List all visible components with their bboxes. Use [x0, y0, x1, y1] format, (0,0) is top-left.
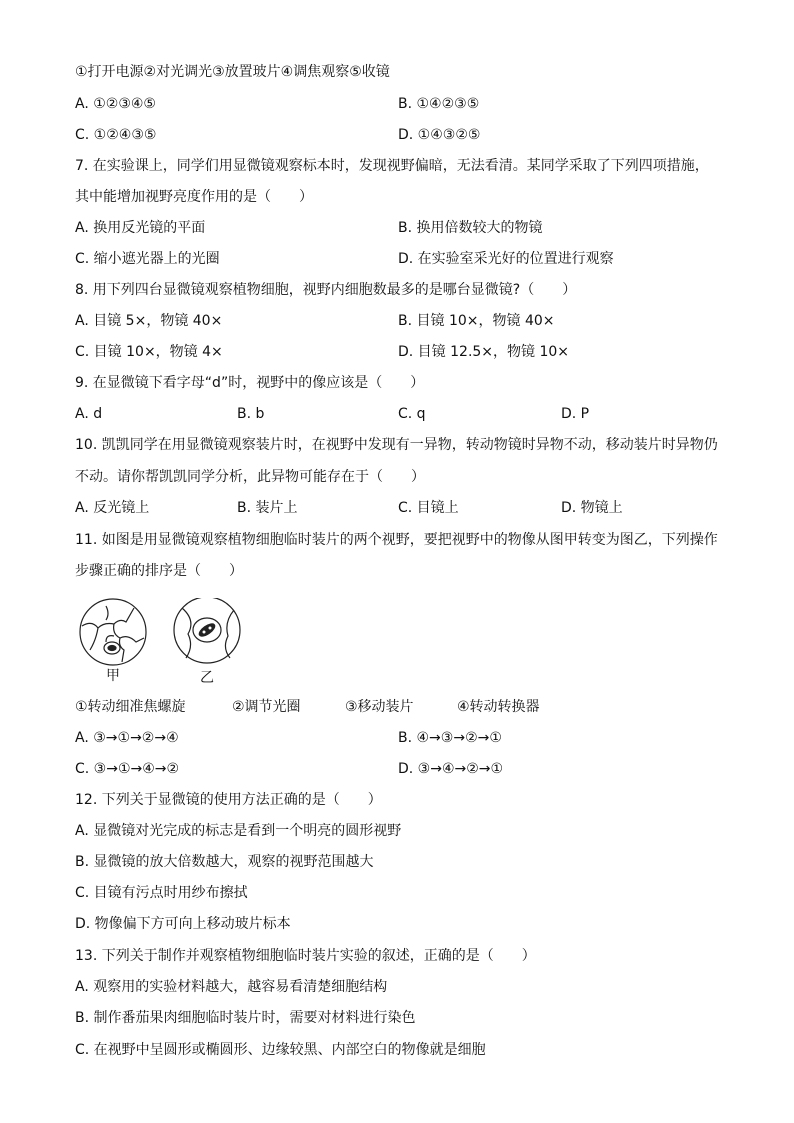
- q9-option-d: D. P: [561, 406, 590, 422]
- q10-stem-line2: 不动。请你帮凯凯同学分析，此异物可能存在于（ ）: [75, 469, 425, 485]
- q10-option-c: C. 目镜上: [398, 500, 459, 516]
- q11-option-a: A. ③→①→②→④: [75, 730, 179, 746]
- q12-stem: 12. 下列关于显微镜的使用方法正确的是（ ）: [75, 792, 382, 808]
- q13-option-a: A. 观察用的实验材料越大，越容易看清楚细胞结构: [75, 979, 388, 995]
- q6-option-d: D. ①④③②⑤: [398, 127, 481, 143]
- q8-option-a: A. 目镜 5×，物镜 40×: [75, 313, 223, 329]
- q9-option-b: B. b: [237, 406, 265, 422]
- q11-step-4: ④转动转换器: [457, 699, 540, 715]
- q12-option-b: B. 显微镜的放大倍数越大，观察的视野范围越大: [75, 854, 374, 870]
- figure-label-yi: 乙: [200, 670, 214, 686]
- q7-stem-line1: 7. 在实验课上，同学们用显微镜观察标本时，发现视野偏暗，无法看清。某同学采取了下列四项措施，: [75, 158, 709, 174]
- figure-label-jia: 甲: [106, 668, 120, 684]
- q8-option-b: B. 目镜 10×，物镜 40×: [398, 313, 555, 329]
- q10-stem-line1: 10. 凯凯同学在用显微镜观察装片时，在视野中发现有一异物，转动物镜时异物不动，移动装片时异物仍: [75, 437, 718, 453]
- microscope-fields-svg: [76, 598, 256, 688]
- q12-option-a: A. 显微镜对光完成的标志是看到一个明亮的圆形视野: [75, 823, 402, 839]
- q9-option-a: A. d: [75, 406, 103, 422]
- q7-option-a: A. 换用反光镜的平面: [75, 220, 206, 236]
- q13-stem: 13. 下列关于制作并观察植物细胞临时装片实验的叙述，正确的是（ ）: [75, 948, 536, 964]
- q11-stem-line2: 步骤正确的排序是（ ）: [75, 563, 243, 579]
- q12-option-d: D. 物像偏下方可向上移动玻片标本: [75, 916, 291, 932]
- q11-option-d: D. ③→④→②→①: [398, 761, 504, 777]
- q11-step-1: ①转动细准焦螺旋: [75, 699, 186, 715]
- q11-option-b: B. ④→③→②→①: [398, 730, 502, 746]
- microscope-fields-figure: [76, 598, 256, 688]
- field-yi: [174, 598, 240, 663]
- q6-option-c: C. ①②④③⑤: [75, 127, 157, 143]
- q8-option-c: C. 目镜 10×，物镜 4×: [75, 344, 223, 360]
- q12-option-c: C. 目镜有污点时用纱布擦拭: [75, 885, 248, 901]
- q10-option-d: D. 物镜上: [561, 500, 623, 516]
- q11-option-c: C. ③→①→④→②: [75, 761, 180, 777]
- q10-option-b: B. 装片上: [237, 500, 298, 516]
- q13-option-b: B. 制作番茄果肉细胞临时装片时，需要对材料进行染色: [75, 1010, 416, 1026]
- q7-option-d: D. 在实验室采光好的位置进行观察: [398, 251, 614, 267]
- q8-stem: 8. 用下列四台显微镜观察植物细胞，视野内细胞数最多的是哪台显微镜?（ ）: [75, 282, 577, 298]
- q8-option-d: D. 目镜 12.5×，物镜 10×: [398, 344, 570, 360]
- q7-option-c: C. 缩小遮光器上的光圈: [75, 251, 220, 267]
- q11-step-3: ③移动装片: [345, 699, 414, 715]
- q10-option-a: A. 反光镜上: [75, 500, 150, 516]
- q6-option-b: B. ①④②③⑤: [398, 96, 480, 112]
- q7-stem-line2: 其中能增加视野亮度作用的是（ ）: [75, 189, 313, 205]
- q9-option-c: C. q: [398, 406, 426, 422]
- q6-option-a: A. ①②③④⑤: [75, 96, 156, 112]
- field-jia: [80, 599, 146, 665]
- q11-stem-line1: 11. 如图是用显微镜观察植物细胞临时装片的两个视野，要把视野中的物像从图甲转变为图乙，下列操作: [75, 532, 718, 548]
- q13-option-c: C. 在视野中呈圆形或椭圆形、边缘较黑、内部空白的物像就是细胞: [75, 1042, 486, 1058]
- q6-steps: ①打开电源②对光调光③放置玻片④调焦观察⑤收镜: [75, 64, 390, 80]
- q9-stem: 9. 在显微镜下看字母“d”时，视野中的像应该是（ ）: [75, 375, 425, 391]
- q11-step-2: ②调节光圈: [232, 699, 301, 715]
- q7-option-b: B. 换用倍数较大的物镜: [398, 220, 543, 236]
